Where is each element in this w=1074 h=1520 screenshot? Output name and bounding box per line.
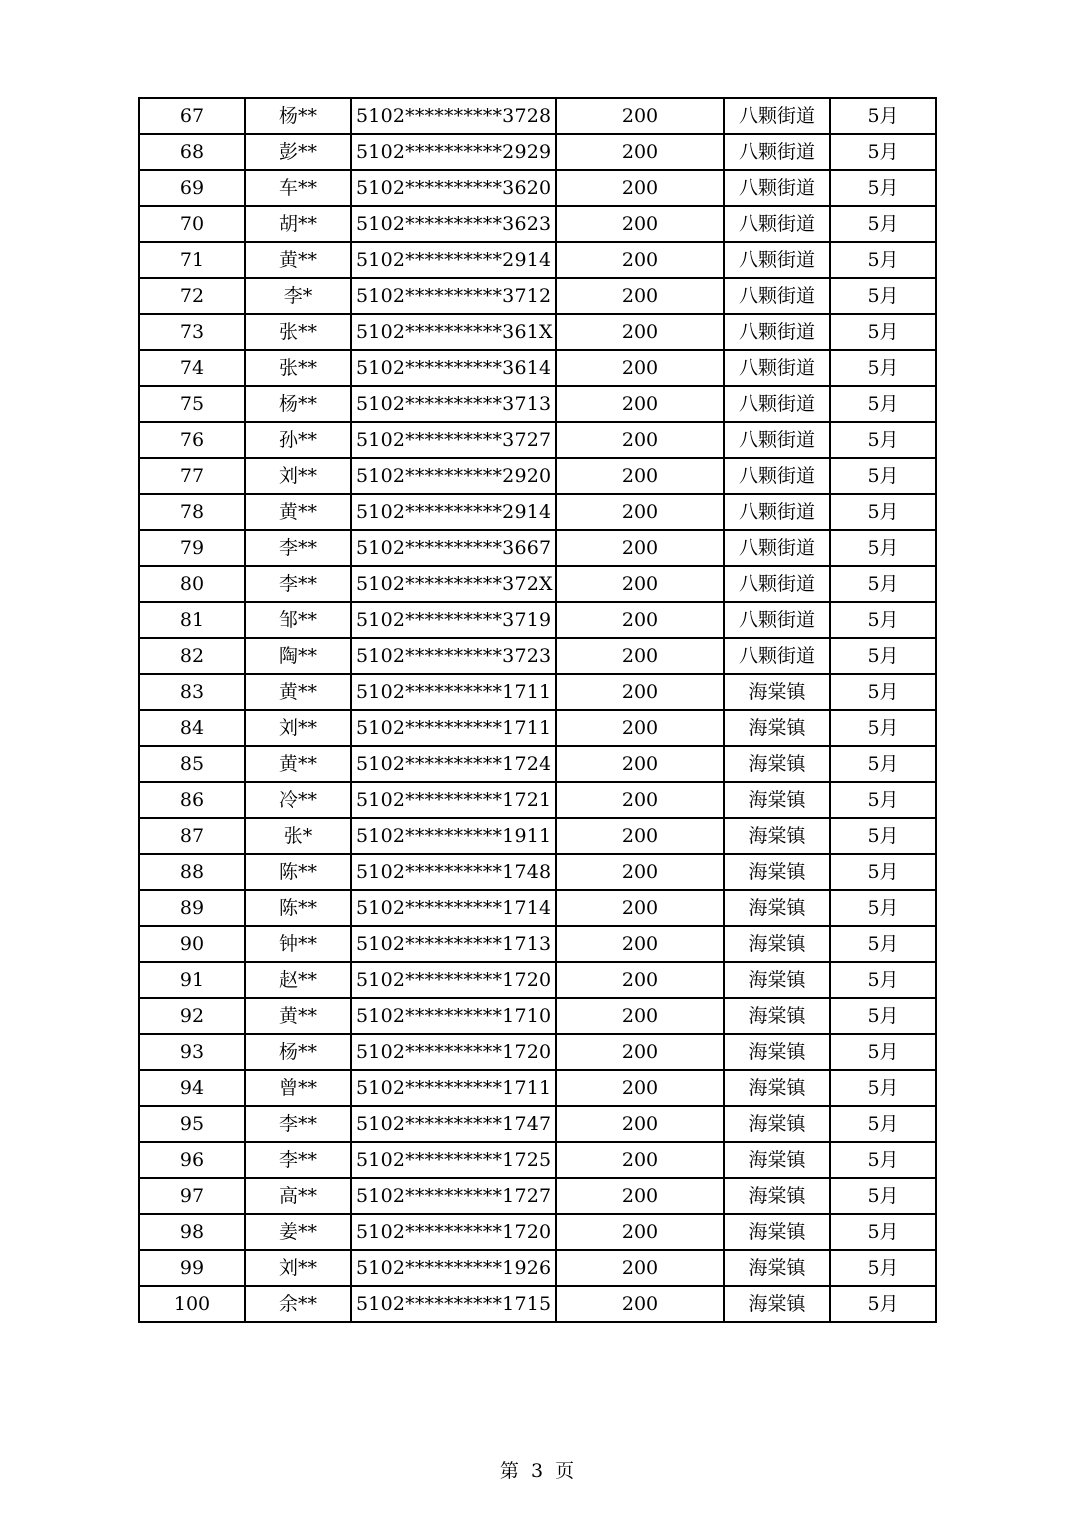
- amount-cell: 200: [556, 206, 724, 242]
- amount-cell: 200: [556, 278, 724, 314]
- row-number-cell: 99: [139, 1250, 245, 1286]
- id-number-cell: 5102**********3719: [351, 602, 556, 638]
- amount-cell: 200: [556, 818, 724, 854]
- name-cell: 杨**: [245, 98, 351, 134]
- area-cell: 海棠镇: [724, 1178, 830, 1214]
- area-cell: 海棠镇: [724, 890, 830, 926]
- amount-cell: 200: [556, 170, 724, 206]
- name-cell: 邹**: [245, 602, 351, 638]
- amount-cell: 200: [556, 1070, 724, 1106]
- area-cell: 海棠镇: [724, 746, 830, 782]
- id-number-cell: 5102**********1711: [351, 1070, 556, 1106]
- area-cell: 八颗街道: [724, 422, 830, 458]
- amount-cell: 200: [556, 638, 724, 674]
- row-number-cell: 71: [139, 242, 245, 278]
- area-cell: 八颗街道: [724, 530, 830, 566]
- table-row: [139, 530, 936, 566]
- id-number-cell: 5102**********1715: [351, 1286, 556, 1322]
- page-number: 3: [530, 1460, 544, 1482]
- area-cell: 海棠镇: [724, 998, 830, 1034]
- row-number-cell: 85: [139, 746, 245, 782]
- id-number-cell: 5102**********1720: [351, 1214, 556, 1250]
- table-row: [139, 746, 936, 782]
- table-row: [139, 998, 936, 1034]
- row-number-cell: 84: [139, 710, 245, 746]
- area-cell: 海棠镇: [724, 1214, 830, 1250]
- row-number-cell: 96: [139, 1142, 245, 1178]
- id-number-cell: 5102**********361X: [351, 314, 556, 350]
- table-row: [139, 674, 936, 710]
- name-cell: 黄**: [245, 494, 351, 530]
- area-cell: 八颗街道: [724, 170, 830, 206]
- month-cell: 5月: [830, 890, 936, 926]
- table-row: [139, 134, 936, 170]
- amount-cell: 200: [556, 782, 724, 818]
- id-number-cell: 5102**********1720: [351, 1034, 556, 1070]
- area-cell: 海棠镇: [724, 962, 830, 998]
- table-row: [139, 854, 936, 890]
- row-number-cell: 76: [139, 422, 245, 458]
- row-number-cell: 82: [139, 638, 245, 674]
- id-number-cell: 5102**********2929: [351, 134, 556, 170]
- row-number-cell: 72: [139, 278, 245, 314]
- month-cell: 5月: [830, 1034, 936, 1070]
- month-cell: 5月: [830, 350, 936, 386]
- id-number-cell: 5102**********1710: [351, 998, 556, 1034]
- name-cell: 杨**: [245, 386, 351, 422]
- month-cell: 5月: [830, 638, 936, 674]
- table-row: [139, 1250, 936, 1286]
- month-cell: 5月: [830, 710, 936, 746]
- table-row: [139, 926, 936, 962]
- id-number-cell: 5102**********2920: [351, 458, 556, 494]
- area-cell: 八颗街道: [724, 98, 830, 134]
- month-cell: 5月: [830, 242, 936, 278]
- area-cell: 海棠镇: [724, 1070, 830, 1106]
- month-cell: 5月: [830, 998, 936, 1034]
- table-row: [139, 1178, 936, 1214]
- month-cell: 5月: [830, 170, 936, 206]
- id-number-cell: 5102**********3712: [351, 278, 556, 314]
- area-cell: 八颗街道: [724, 206, 830, 242]
- row-number-cell: 93: [139, 1034, 245, 1070]
- table-row: [139, 206, 936, 242]
- row-number-cell: 73: [139, 314, 245, 350]
- area-cell: 海棠镇: [724, 674, 830, 710]
- area-cell: 海棠镇: [724, 782, 830, 818]
- amount-cell: 200: [556, 1106, 724, 1142]
- name-cell: 钟**: [245, 926, 351, 962]
- month-cell: 5月: [830, 134, 936, 170]
- page-suffix: 页: [555, 1460, 575, 1482]
- amount-cell: 200: [556, 494, 724, 530]
- table-row: [139, 1034, 936, 1070]
- amount-cell: 200: [556, 854, 724, 890]
- id-number-cell: 5102**********1721: [351, 782, 556, 818]
- page-prefix: 第: [499, 1460, 519, 1482]
- id-number-cell: 5102**********1720: [351, 962, 556, 998]
- row-number-cell: 69: [139, 170, 245, 206]
- month-cell: 5月: [830, 530, 936, 566]
- table-row: [139, 458, 936, 494]
- name-cell: 陈**: [245, 890, 351, 926]
- month-cell: 5月: [830, 98, 936, 134]
- amount-cell: 200: [556, 674, 724, 710]
- row-number-cell: 77: [139, 458, 245, 494]
- row-number-cell: 79: [139, 530, 245, 566]
- area-cell: 八颗街道: [724, 134, 830, 170]
- table-row: [139, 602, 936, 638]
- name-cell: 黄**: [245, 998, 351, 1034]
- row-number-cell: 70: [139, 206, 245, 242]
- table-row: [139, 422, 936, 458]
- name-cell: 冷**: [245, 782, 351, 818]
- amount-cell: 200: [556, 98, 724, 134]
- row-number-cell: 81: [139, 602, 245, 638]
- id-number-cell: 5102**********1747: [351, 1106, 556, 1142]
- month-cell: 5月: [830, 818, 936, 854]
- table-row: [139, 818, 936, 854]
- table-row: [139, 98, 936, 134]
- area-cell: 海棠镇: [724, 926, 830, 962]
- table-row: [139, 638, 936, 674]
- amount-cell: 200: [556, 1250, 724, 1286]
- table-row: [139, 1070, 936, 1106]
- table-row: [139, 314, 936, 350]
- id-number-cell: 5102**********1714: [351, 890, 556, 926]
- amount-cell: 200: [556, 350, 724, 386]
- row-number-cell: 78: [139, 494, 245, 530]
- amount-cell: 200: [556, 962, 724, 998]
- row-number-cell: 90: [139, 926, 245, 962]
- month-cell: 5月: [830, 314, 936, 350]
- id-number-cell: 5102**********2914: [351, 494, 556, 530]
- name-cell: 黄**: [245, 746, 351, 782]
- month-cell: 5月: [830, 746, 936, 782]
- row-number-cell: 89: [139, 890, 245, 926]
- name-cell: 陈**: [245, 854, 351, 890]
- area-cell: 八颗街道: [724, 242, 830, 278]
- area-cell: 海棠镇: [724, 854, 830, 890]
- row-number-cell: 67: [139, 98, 245, 134]
- table-row: [139, 710, 936, 746]
- area-cell: 八颗街道: [724, 566, 830, 602]
- id-number-cell: 5102**********1713: [351, 926, 556, 962]
- name-cell: 黄**: [245, 674, 351, 710]
- name-cell: 姜**: [245, 1214, 351, 1250]
- id-number-cell: 5102**********1725: [351, 1142, 556, 1178]
- month-cell: 5月: [830, 386, 936, 422]
- id-number-cell: 5102**********1911: [351, 818, 556, 854]
- name-cell: 车**: [245, 170, 351, 206]
- area-cell: 八颗街道: [724, 314, 830, 350]
- page-footer: [0, 1456, 1074, 1483]
- table-row: [139, 782, 936, 818]
- row-number-cell: 98: [139, 1214, 245, 1250]
- amount-cell: 200: [556, 242, 724, 278]
- amount-cell: 200: [556, 1178, 724, 1214]
- id-number-cell: 5102**********3728: [351, 98, 556, 134]
- month-cell: 5月: [830, 1178, 936, 1214]
- name-cell: 刘**: [245, 710, 351, 746]
- table-row: [139, 386, 936, 422]
- name-cell: 李**: [245, 530, 351, 566]
- row-number-cell: 83: [139, 674, 245, 710]
- table-row: [139, 1214, 936, 1250]
- amount-cell: 200: [556, 314, 724, 350]
- id-number-cell: 5102**********2914: [351, 242, 556, 278]
- id-number-cell: 5102**********1711: [351, 710, 556, 746]
- name-cell: 刘**: [245, 1250, 351, 1286]
- area-cell: 海棠镇: [724, 1142, 830, 1178]
- row-number-cell: 88: [139, 854, 245, 890]
- row-number-cell: 86: [139, 782, 245, 818]
- month-cell: 5月: [830, 674, 936, 710]
- id-number-cell: 5102**********3723: [351, 638, 556, 674]
- month-cell: 5月: [830, 926, 936, 962]
- area-cell: 海棠镇: [724, 1250, 830, 1286]
- area-cell: 八颗街道: [724, 602, 830, 638]
- month-cell: 5月: [830, 278, 936, 314]
- id-number-cell: 5102**********1724: [351, 746, 556, 782]
- id-number-cell: 5102**********1748: [351, 854, 556, 890]
- row-number-cell: 87: [139, 818, 245, 854]
- name-cell: 李**: [245, 1142, 351, 1178]
- table-row: [139, 170, 936, 206]
- name-cell: 张*: [245, 818, 351, 854]
- amount-cell: 200: [556, 1034, 724, 1070]
- name-cell: 刘**: [245, 458, 351, 494]
- amount-cell: 200: [556, 890, 724, 926]
- area-cell: 八颗街道: [724, 386, 830, 422]
- id-number-cell: 5102**********1711: [351, 674, 556, 710]
- month-cell: 5月: [830, 494, 936, 530]
- area-cell: 海棠镇: [724, 1106, 830, 1142]
- row-number-cell: 94: [139, 1070, 245, 1106]
- month-cell: 5月: [830, 1142, 936, 1178]
- area-cell: 海棠镇: [724, 710, 830, 746]
- month-cell: 5月: [830, 1250, 936, 1286]
- id-number-cell: 5102**********1926: [351, 1250, 556, 1286]
- month-cell: 5月: [830, 854, 936, 890]
- month-cell: 5月: [830, 1106, 936, 1142]
- table-row: [139, 242, 936, 278]
- row-number-cell: 97: [139, 1178, 245, 1214]
- amount-cell: 200: [556, 566, 724, 602]
- id-number-cell: 5102**********1727: [351, 1178, 556, 1214]
- table-row: [139, 962, 936, 998]
- month-cell: 5月: [830, 962, 936, 998]
- name-cell: 彭**: [245, 134, 351, 170]
- area-cell: 八颗街道: [724, 494, 830, 530]
- id-number-cell: 5102**********3713: [351, 386, 556, 422]
- row-number-cell: 100: [139, 1286, 245, 1322]
- amount-cell: 200: [556, 1214, 724, 1250]
- name-cell: 张**: [245, 314, 351, 350]
- area-cell: 八颗街道: [724, 350, 830, 386]
- name-cell: 孙**: [245, 422, 351, 458]
- amount-cell: 200: [556, 998, 724, 1034]
- area-cell: 海棠镇: [724, 1286, 830, 1322]
- amount-cell: 200: [556, 386, 724, 422]
- table-row: [139, 1286, 936, 1322]
- amount-cell: 200: [556, 710, 724, 746]
- roster-table: [138, 97, 937, 1323]
- month-cell: 5月: [830, 458, 936, 494]
- row-number-cell: 74: [139, 350, 245, 386]
- area-cell: 海棠镇: [724, 1034, 830, 1070]
- name-cell: 胡**: [245, 206, 351, 242]
- area-cell: 八颗街道: [724, 278, 830, 314]
- amount-cell: 200: [556, 1142, 724, 1178]
- name-cell: 陶**: [245, 638, 351, 674]
- table-row: [139, 350, 936, 386]
- name-cell: 高**: [245, 1178, 351, 1214]
- month-cell: 5月: [830, 1286, 936, 1322]
- name-cell: 李**: [245, 566, 351, 602]
- roster-table-body: [139, 98, 936, 1322]
- name-cell: 曾**: [245, 1070, 351, 1106]
- amount-cell: 200: [556, 422, 724, 458]
- table-row: [139, 566, 936, 602]
- area-cell: 八颗街道: [724, 458, 830, 494]
- month-cell: 5月: [830, 1214, 936, 1250]
- id-number-cell: 5102**********3623: [351, 206, 556, 242]
- table-row: [139, 1106, 936, 1142]
- month-cell: 5月: [830, 602, 936, 638]
- name-cell: 李*: [245, 278, 351, 314]
- id-number-cell: 5102**********372X: [351, 566, 556, 602]
- amount-cell: 200: [556, 602, 724, 638]
- area-cell: 八颗街道: [724, 638, 830, 674]
- name-cell: 杨**: [245, 1034, 351, 1070]
- row-number-cell: 91: [139, 962, 245, 998]
- amount-cell: 200: [556, 926, 724, 962]
- amount-cell: 200: [556, 134, 724, 170]
- id-number-cell: 5102**********3667: [351, 530, 556, 566]
- amount-cell: 200: [556, 1286, 724, 1322]
- name-cell: 张**: [245, 350, 351, 386]
- month-cell: 5月: [830, 1070, 936, 1106]
- name-cell: 赵**: [245, 962, 351, 998]
- amount-cell: 200: [556, 530, 724, 566]
- area-cell: 海棠镇: [724, 818, 830, 854]
- row-number-cell: 92: [139, 998, 245, 1034]
- month-cell: 5月: [830, 566, 936, 602]
- id-number-cell: 5102**********3614: [351, 350, 556, 386]
- name-cell: 余**: [245, 1286, 351, 1322]
- row-number-cell: 95: [139, 1106, 245, 1142]
- month-cell: 5月: [830, 782, 936, 818]
- amount-cell: 200: [556, 458, 724, 494]
- table-row: [139, 890, 936, 926]
- month-cell: 5月: [830, 206, 936, 242]
- table-row: [139, 278, 936, 314]
- table-row: [139, 1142, 936, 1178]
- row-number-cell: 80: [139, 566, 245, 602]
- table-row: [139, 494, 936, 530]
- name-cell: 李**: [245, 1106, 351, 1142]
- row-number-cell: 68: [139, 134, 245, 170]
- id-number-cell: 5102**********3620: [351, 170, 556, 206]
- month-cell: 5月: [830, 422, 936, 458]
- row-number-cell: 75: [139, 386, 245, 422]
- name-cell: 黄**: [245, 242, 351, 278]
- id-number-cell: 5102**********3727: [351, 422, 556, 458]
- amount-cell: 200: [556, 746, 724, 782]
